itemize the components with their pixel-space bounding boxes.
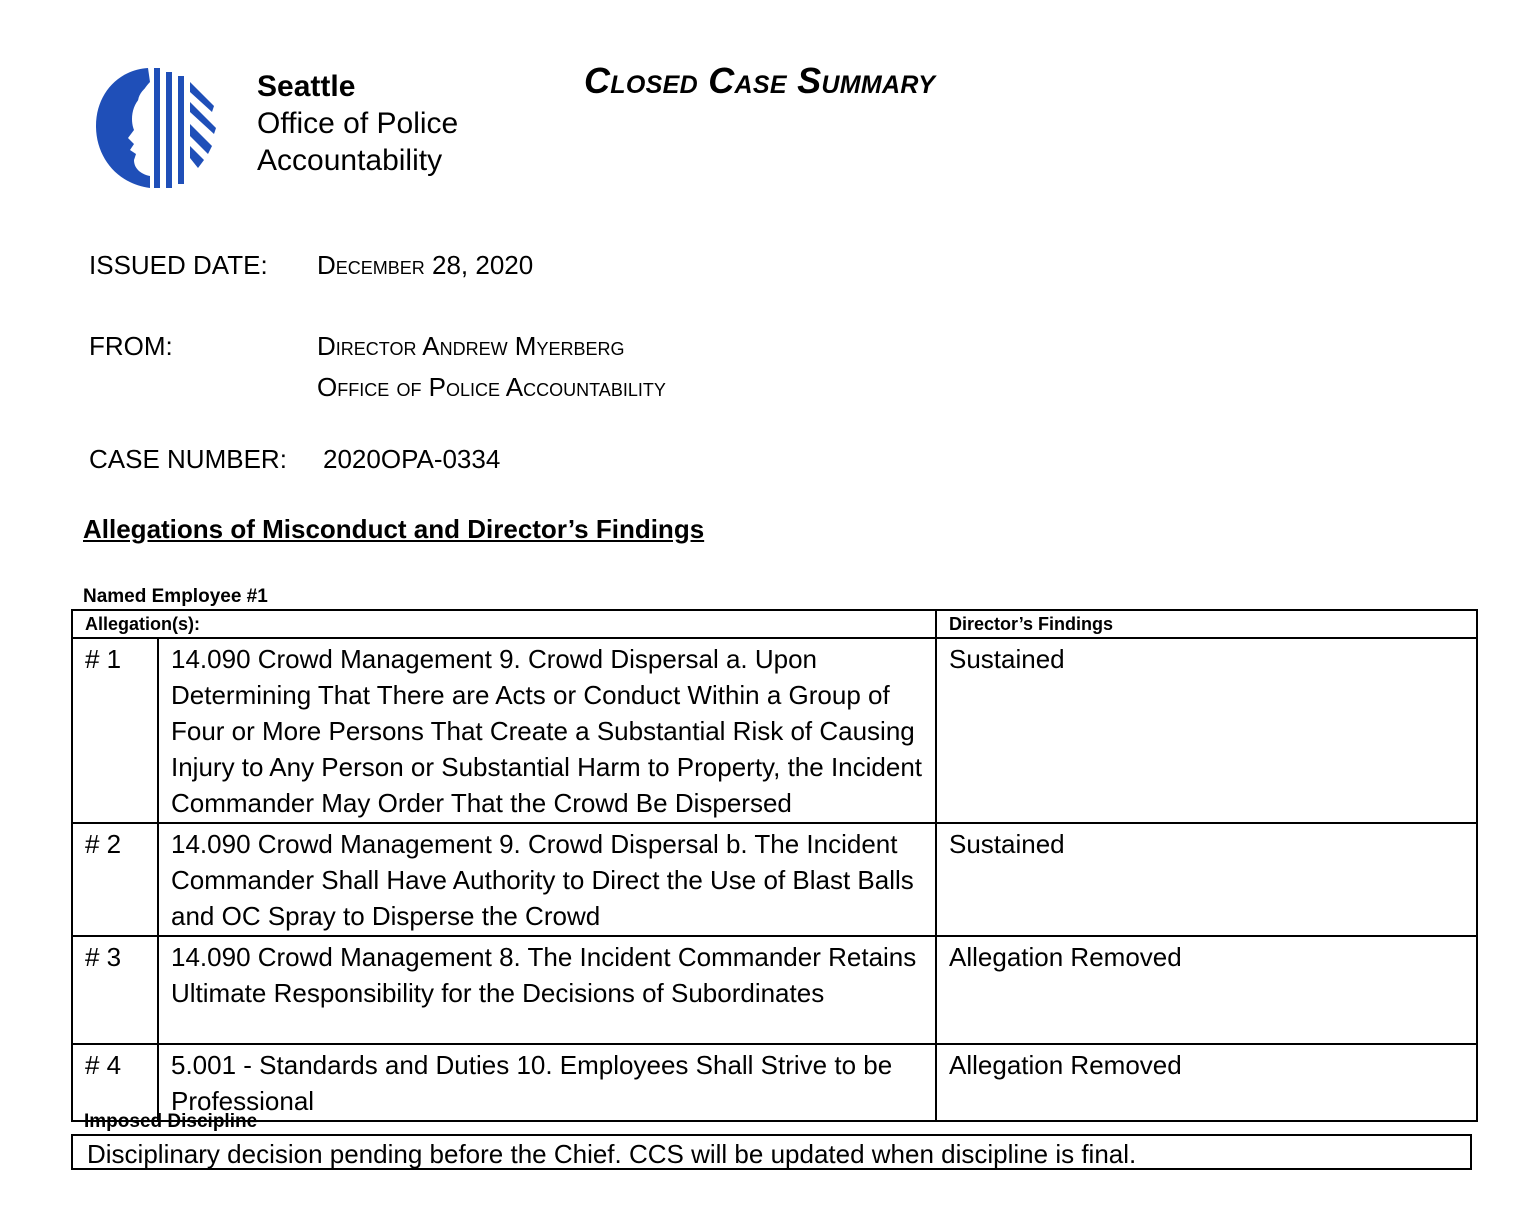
from-line2: Office of Police Accountability xyxy=(317,372,666,402)
org-name-line2: Office of Police xyxy=(257,107,459,140)
org-name-line3: Accountability xyxy=(257,144,443,177)
allegation-number: # 3 xyxy=(72,936,158,1044)
org-name-line1: Seattle xyxy=(257,70,356,103)
finding-text: Allegation Removed xyxy=(936,936,1477,1044)
imposed-discipline-label: Imposed Discipline xyxy=(84,1111,258,1132)
from-line1: Director Andrew Myerberg xyxy=(317,331,625,361)
finding-text: Sustained xyxy=(936,638,1477,823)
issued-date-value: December 28, 2020 xyxy=(317,250,534,280)
allegation-text: 14.090 Crowd Management 9. Crowd Dispersal a. Upon Determining That There are Acts or Conduct Within a Group of Four or More Persons That Create a Substantial Risk of Causing Injury to Any Person or Substantial Harm to Property, the Incident Commander May Order That the Crowd Be Dispersed xyxy=(158,638,936,823)
named-employee-label: Named Employee #1 xyxy=(83,586,268,607)
table-row xyxy=(72,1044,1477,1121)
table-row xyxy=(72,936,1477,1044)
allegation-text: 14.090 Crowd Management 8. The Incident Commander Retains Ultimate Responsibility for the Decisions of Subordinates xyxy=(158,936,936,1044)
finding-text: Allegation Removed xyxy=(936,1044,1477,1121)
table-row xyxy=(72,823,1477,936)
seattle-logo-icon xyxy=(90,62,222,194)
allegations-table xyxy=(71,609,1478,1122)
case-number-value: 2020OPA-0334 xyxy=(323,444,501,474)
finding-text: Sustained xyxy=(936,823,1477,936)
document-title: Closed Case Summary xyxy=(584,60,936,101)
allegations-header: Allegation(s): xyxy=(72,610,936,638)
section-title: Allegations of Misconduct and Director’s Findings xyxy=(83,514,705,544)
allegation-number: # 2 xyxy=(72,823,158,936)
allegation-text: 14.090 Crowd Management 9. Crowd Dispersal b. The Incident Commander Shall Have Authority to Direct the Use of Blast Balls and OC Spray to Disperse the Crowd xyxy=(158,823,936,936)
from-label: FROM: xyxy=(89,331,173,361)
allegation-text: 5.001 - Standards and Duties 10. Employees Shall Strive to be Professional xyxy=(158,1044,936,1121)
allegation-number: # 1 xyxy=(72,638,158,823)
case-number-label: CASE NUMBER: xyxy=(89,444,287,474)
table-row xyxy=(72,638,1477,823)
imposed-discipline-text: Disciplinary decision pending before the Chief. CCS will be updated when discipline is final. xyxy=(71,1134,1472,1170)
findings-header: Director’s Findings xyxy=(936,610,1477,638)
allegation-number: # 4 xyxy=(72,1044,158,1121)
table-header-row xyxy=(72,610,1477,638)
issued-date-label: ISSUED DATE: xyxy=(89,250,268,280)
